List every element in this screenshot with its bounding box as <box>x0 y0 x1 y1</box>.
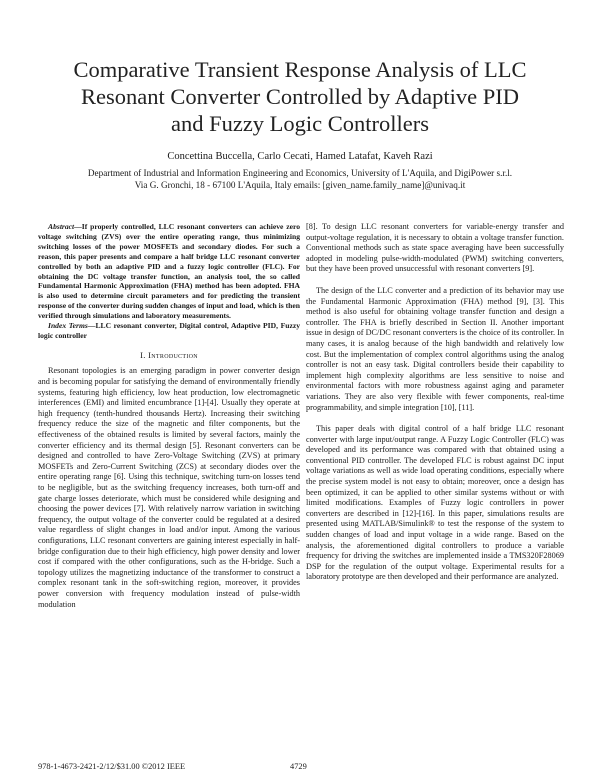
affiliation <box>30 167 570 191</box>
section-heading-introduction <box>38 350 300 361</box>
section-title: Introduction <box>148 349 198 360</box>
index-terms-text: —LLC resonant converter, Digital control, Adaptive PID, Fuzzy logic controller <box>38 321 300 340</box>
author-list: Concettina Buccella, Carlo Cecati, Hamed Latafat, Kaveh Razi <box>167 151 433 162</box>
affiliation-line-1: Department of Industrial and Information Engineering and Economics, University of L'Aquila, and DigiPower s.r.l. <box>87 168 513 178</box>
footer-isbn: 978-1-4673-2421-2/12/$31.00 ©2012 IEEE <box>38 762 186 771</box>
paper-title <box>40 56 560 137</box>
intro-paragraph-3: This paper deals with digital control of a half bridge LLC resonant converter with large input/output range. A Fuzzy Logic Controller (FLC) was developed and its performance was compared with that obtained using a conventional PID controller. The developed FLC is robust against DC input voltage variations as well as wide load operating conditions, especially where the precise system model is not easy to obtain; moreover, once a design has been optimized, it can be applied to other similar systems without or with limited modifications. Examples of Fuzzy logic controllers in power converters are described in [12]-[16]. In this paper, simulations results are presented using MATLAB/Simulink® to test the response of the system to sudden changes of load and input voltage in a wide range. Based on the analysis, the aforementioned digital controllers to produce a variable frequency for driving the switches are implemented inside a TMS320F28069 DSP for the regulation of the output voltage. Experimental results for a laboratory prototype are then developed and their performance are analyzed. <box>306 424 564 582</box>
section-numeral: I. <box>140 349 146 360</box>
abstract-text: —If properly controlled, LLC resonant converters can achieve zero voltage switching (ZVS) over the entire operating range, thus minimizing switching losses of the power MOSFETs and secondary diodes. For such a reason, this paper presents and compare a half bridge LLC resonant converter controlled by both an adaptive PID and a fuzzy logic controller (FLC). For obtaining the DC voltage transfer function, an analysis tool, the so called Fundamental Harmonic Approximation (FHA) method has been adopted. FHA is also used to determine circuit parameters and for predicting the transient response of the converter during sudden changes of input and load, which is then verified through simulations and laboratory measurements. <box>38 222 300 321</box>
page-number: 4729 <box>290 762 307 771</box>
index-terms <box>38 321 300 341</box>
abstract-label: Abstract <box>48 222 75 231</box>
left-column <box>38 222 300 610</box>
title-line-3: and Fuzzy Logic Controllers <box>170 111 430 136</box>
index-terms-label: Index Terms <box>48 321 88 331</box>
intro-paragraph-2: The design of the LLC converter and a prediction of its behavior may use the Fundamental Harmonic Approximation (FHA) method [9], [3]. This method is also useful for obtaining voltage transfer function and design a controller. The FHA is briefly described in Section II. Another important issue in design of DC/DC resonant converters is the choice of its controller. In many cases, it is analog because of the high bandwidth and relatively low cost. But the implementation of complex control algorithms using the analog controller is not an easy task. Digital controllers beside their capability to implement high complexity algorithms are less sensitive to noise and environmental factors with more robustness against aging and parameter variations. They are also very flexible with fewer components, real-time programmability, and simple integration [10], [11]. <box>306 285 564 412</box>
affiliation-line-2: Via G. Gronchi, 18 - 67100 L'Aquila, Italy emails: [given_name.family_name]@univaq.it <box>134 180 466 190</box>
right-column <box>306 222 564 583</box>
intro-paragraph-1: Resonant topologies is an emerging paradigm in power converter design and is becoming popular for satisfying the demand of environmentally friendly systems, featuring high efficiency, low heat production, low electromagnetic interferences (EMI) and limited encumbrance [1]-[4]. Usually they operate at high frequency (tenth-hundred thousands Hertz). Increasing their switching frequency reduce the size of the magnetic and filter components, but the effectiveness of the obtained results is limited by several factors, mainly the converter efficiency and its thermal design [5]. Resonant converters can be designed and controlled to have Zero-Voltage Switching (ZVS) at primary MOSFETs and Zero-Current Switching (ZCS) at secondary diodes over the entire operating range [6]. Using this technique, switching turn-on losses tend to be negligible, but as the switching frequency increases, both turn-off and gate charge losses deteriorate, which must be considered while designing and choosing the power devices [7]. With relatively narrow variation in switching frequency, the output voltage of the converter could be regulated at a desired value regardless of slight changes in load and/or input. Among the various configurations, LLC resonant converters are gaining interest especially in half-bridge configuration due to their high efficiency, high power density and lower cost if compared with the other configurations, such as the H-bridge. Such a topology utilizes the magnetizing inductance of the transformer to construct a complex resonant tank in the soft-switching region, moreover, it provides power conversion with frequency modulation instead of pulse-width modulation <box>38 366 300 609</box>
intro-paragraph-continued: [8]. To design LLC resonant converters for variable-energy transfer and output-voltage regulation, it is necessary to obtain a voltage transfer function. Conventional methods such as state space averaging have been successfully adopted in modeling pulse-width-modulated (PWM) switching converters, but they have been proved unsuccessful with resonant converters [9]. <box>306 222 564 274</box>
title-line-2: Resonant Converter Controlled by Adaptive PID <box>80 84 520 109</box>
abstract <box>38 222 300 321</box>
title-line-1: Comparative Transient Response Analysis of LLC <box>73 57 527 82</box>
